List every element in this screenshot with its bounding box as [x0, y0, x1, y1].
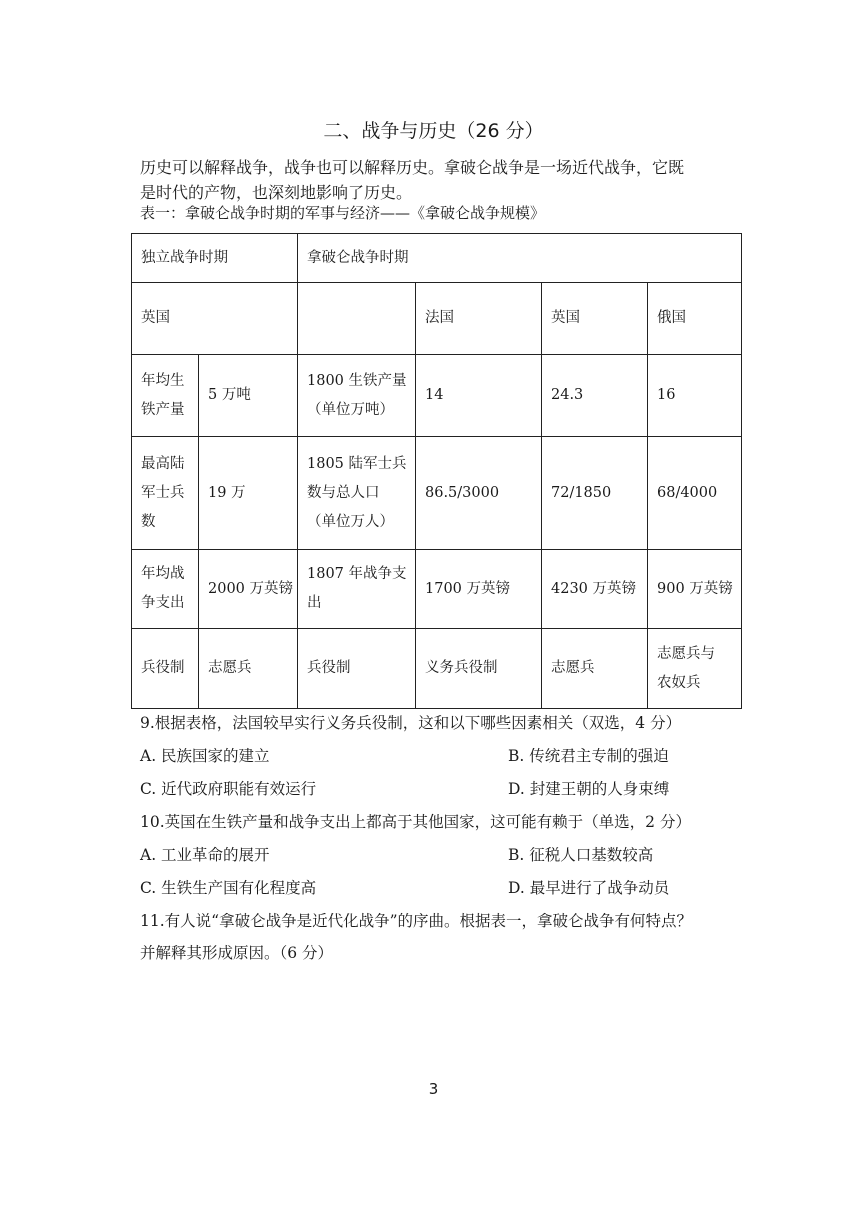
header-napoleonic-war: 拿破仑战争时期 — [298, 234, 742, 283]
question-9-stem: 9.根据表格，法国较早实行义务兵役制，这和以下哪些因素相关（双选，4 分） — [140, 714, 682, 732]
question-10-option-b: B. 征税人口基数较高 — [508, 846, 654, 864]
cell-france: 1700 万英镑 — [416, 550, 542, 629]
cell-metric: 1807 年战争支 出 — [298, 550, 416, 629]
table-row — [132, 437, 742, 550]
cell-britain: 志愿兵 — [542, 629, 648, 709]
cell-france: 86.5/3000 — [416, 437, 542, 550]
table-country-row — [132, 283, 742, 355]
section-title: 二、战争与历史（26 分） — [323, 120, 544, 142]
cell-britain: 72/1850 — [542, 437, 648, 550]
intro-text-line-1: 历史可以解释战争，战争也可以解释历史。拿破仑战争是一场近代战争，它既 — [140, 158, 685, 177]
row-label: 兵役制 — [132, 629, 199, 709]
cell-russia: 志愿兵与 农奴兵 — [648, 629, 742, 709]
question-10-option-c: C. 生铁生产国有化程度高 — [140, 879, 317, 897]
table-row — [132, 355, 742, 437]
question-9-option-a: A. 民族国家的建立 — [140, 747, 270, 765]
country-cell-france: 法国 — [416, 283, 542, 355]
country-cell-britain: 英国 — [542, 283, 648, 355]
country-cell-russia: 俄国 — [648, 283, 742, 355]
question-9-option-c: C. 近代政府职能有效运行 — [140, 780, 317, 798]
cell-russia: 68/4000 — [648, 437, 742, 550]
question-9-option-d: D. 封建王朝的人身束缚 — [508, 780, 670, 798]
country-cell-britain-independence: 英国 — [132, 283, 298, 355]
question-11-stem-line-2: 并解释其形成原因。（6 分） — [140, 944, 334, 962]
question-10-option-d: D. 最早进行了战争动员 — [508, 879, 670, 897]
cell-metric: 1800 生铁产量 （单位万吨） — [298, 355, 416, 437]
table-row — [132, 550, 742, 629]
cell-france: 义务兵役制 — [416, 629, 542, 709]
table-row — [132, 629, 742, 709]
row-label: 年均生 铁产量 — [132, 355, 199, 437]
cell-independence: 19 万 — [199, 437, 298, 550]
question-10-stem: 10.英国在生铁产量和战争支出上都高于其他国家，这可能有赖于（单选，2 分） — [140, 813, 691, 831]
cell-metric: 1805 陆军士兵 数与总人口 （单位万人） — [298, 437, 416, 550]
page-number: 3 — [428, 1080, 439, 1098]
country-cell-blank — [298, 283, 416, 355]
cell-russia: 16 — [648, 355, 742, 437]
cell-britain: 4230 万英镑 — [542, 550, 648, 629]
cell-independence: 2000 万英镑 — [199, 550, 298, 629]
question-9-option-b: B. 传统君主专制的强迫 — [508, 747, 669, 765]
question-11-stem-line-1: 11.有人说“拿破仑战争是近代化战争”的序曲。根据表一，拿破仑战争有何特点？ — [140, 912, 693, 930]
cell-russia: 900 万英镑 — [648, 550, 742, 629]
cell-france: 14 — [416, 355, 542, 437]
row-label: 年均战 争支出 — [132, 550, 199, 629]
row-label: 最高陆 军士兵 数 — [132, 437, 199, 550]
cell-britain: 24.3 — [542, 355, 648, 437]
cell-independence: 志愿兵 — [199, 629, 298, 709]
cell-independence: 5 万吨 — [199, 355, 298, 437]
table-caption: 表一：拿破仑战争时期的军事与经济——《拿破仑战争规模》 — [140, 204, 546, 222]
intro-text-line-2: 是时代的产物，也深刻地影响了历史。 — [140, 183, 413, 202]
header-independence-war: 独立战争时期 — [132, 234, 298, 283]
table-header-row — [132, 234, 742, 283]
cell-metric: 兵役制 — [298, 629, 416, 709]
napoleonic-war-table — [131, 233, 742, 709]
question-10-option-a: A. 工业革命的展开 — [140, 846, 270, 864]
